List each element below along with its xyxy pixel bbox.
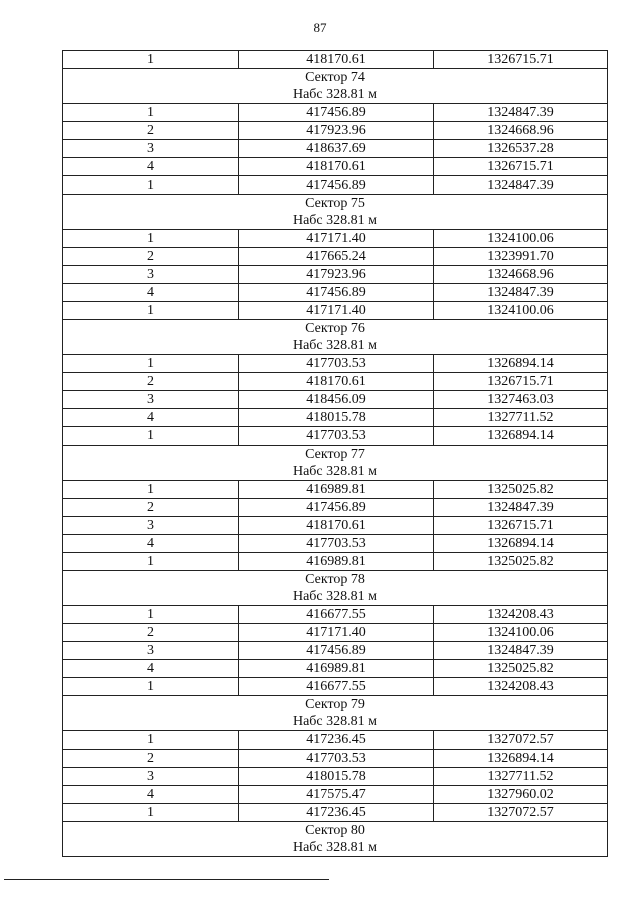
x-coordinate-cell: 416677.55 [239, 605, 434, 623]
point-number-cell: 1 [63, 427, 239, 445]
y-coordinate-cell: 1324208.43 [434, 605, 608, 623]
point-number-cell: 3 [63, 642, 239, 660]
page-number: 87 [313, 20, 327, 35]
x-coordinate-cell: 417171.40 [239, 301, 434, 319]
point-number-cell: 1 [63, 605, 239, 623]
x-coordinate-cell: 418170.61 [239, 51, 434, 69]
sector-header-row [63, 821, 608, 856]
x-coordinate-cell: 417236.45 [239, 731, 434, 749]
x-coordinate-cell: 417703.53 [239, 427, 434, 445]
point-number-cell: 1 [63, 480, 239, 498]
sector-height: Набс 328.81 м [292, 714, 378, 730]
point-number-cell: 4 [63, 409, 239, 427]
sector-height: Набс 328.81 м [292, 87, 378, 103]
y-coordinate-cell: 1323991.70 [434, 247, 608, 265]
table-row [63, 373, 608, 391]
table-row [63, 51, 608, 69]
sector-height: Набс 328.81 м [292, 588, 378, 604]
y-coordinate-cell: 1326537.28 [434, 140, 608, 158]
sector-header-row [63, 570, 608, 605]
sector-height: Набс 328.81 м [292, 338, 378, 354]
x-coordinate-cell: 416989.81 [239, 480, 434, 498]
sector-header-row [63, 194, 608, 229]
x-coordinate-cell: 417703.53 [239, 534, 434, 552]
y-coordinate-cell: 1327072.57 [434, 731, 608, 749]
y-coordinate-cell: 1324847.39 [434, 642, 608, 660]
table-row [63, 731, 608, 749]
table-row [63, 516, 608, 534]
x-coordinate-cell: 417236.45 [239, 803, 434, 821]
x-coordinate-cell: 417665.24 [239, 247, 434, 265]
table-row [63, 283, 608, 301]
x-coordinate-cell: 417923.96 [239, 265, 434, 283]
table-row [63, 301, 608, 319]
sector-header [63, 194, 608, 229]
sector-title: Сектор 79 [305, 697, 365, 713]
table-row [63, 122, 608, 140]
table-row [63, 498, 608, 516]
point-number-cell: 4 [63, 785, 239, 803]
y-coordinate-cell: 1326894.14 [434, 749, 608, 767]
x-coordinate-cell: 417703.53 [239, 749, 434, 767]
y-coordinate-cell: 1324847.39 [434, 104, 608, 122]
x-coordinate-cell: 417456.89 [239, 176, 434, 194]
footer-rule [4, 879, 329, 880]
sector-height: Набс 328.81 м [292, 839, 378, 855]
y-coordinate-cell: 1324847.39 [434, 498, 608, 516]
y-coordinate-cell: 1326715.71 [434, 158, 608, 176]
point-number-cell: 1 [63, 678, 239, 696]
y-coordinate-cell: 1326715.71 [434, 373, 608, 391]
point-number-cell: 4 [63, 283, 239, 301]
sector-header [63, 69, 608, 104]
x-coordinate-cell: 416989.81 [239, 552, 434, 570]
y-coordinate-cell: 1324668.96 [434, 265, 608, 283]
sector-header [63, 320, 608, 355]
y-coordinate-cell: 1324668.96 [434, 122, 608, 140]
table-row [63, 678, 608, 696]
sector-header [63, 696, 608, 731]
y-coordinate-cell: 1324208.43 [434, 678, 608, 696]
point-number-cell: 4 [63, 660, 239, 678]
point-number-cell: 1 [63, 176, 239, 194]
table-row [63, 552, 608, 570]
x-coordinate-cell: 417456.89 [239, 498, 434, 516]
point-number-cell: 1 [63, 552, 239, 570]
x-coordinate-cell: 418170.61 [239, 373, 434, 391]
x-coordinate-cell: 418170.61 [239, 158, 434, 176]
y-coordinate-cell: 1327711.52 [434, 409, 608, 427]
y-coordinate-cell: 1326715.71 [434, 516, 608, 534]
y-coordinate-cell: 1324100.06 [434, 229, 608, 247]
table-row [63, 749, 608, 767]
table-row [63, 355, 608, 373]
table-row [63, 409, 608, 427]
table-row [63, 229, 608, 247]
table-row [63, 605, 608, 623]
point-number-cell: 1 [63, 803, 239, 821]
x-coordinate-cell: 417456.89 [239, 283, 434, 301]
point-number-cell: 1 [63, 51, 239, 69]
sector-header-row [63, 69, 608, 104]
y-coordinate-cell: 1324847.39 [434, 283, 608, 301]
point-number-cell: 2 [63, 122, 239, 140]
point-number-cell: 2 [63, 373, 239, 391]
y-coordinate-cell: 1327711.52 [434, 767, 608, 785]
point-number-cell: 2 [63, 749, 239, 767]
point-number-cell: 2 [63, 624, 239, 642]
point-number-cell: 4 [63, 534, 239, 552]
sector-header-row [63, 445, 608, 480]
x-coordinate-cell: 417575.47 [239, 785, 434, 803]
table-row [63, 391, 608, 409]
point-number-cell: 1 [63, 355, 239, 373]
sector-header [63, 445, 608, 480]
y-coordinate-cell: 1325025.82 [434, 480, 608, 498]
point-number-cell: 2 [63, 247, 239, 265]
table-row [63, 803, 608, 821]
x-coordinate-cell: 418015.78 [239, 409, 434, 427]
point-number-cell: 3 [63, 265, 239, 283]
table-row [63, 140, 608, 158]
point-number-cell: 1 [63, 731, 239, 749]
sector-header-row [63, 696, 608, 731]
table-row [63, 158, 608, 176]
table-row [63, 104, 608, 122]
y-coordinate-cell: 1325025.82 [434, 552, 608, 570]
x-coordinate-cell: 417171.40 [239, 229, 434, 247]
x-coordinate-cell: 417456.89 [239, 104, 434, 122]
table-row [63, 660, 608, 678]
point-number-cell: 1 [63, 301, 239, 319]
sector-title: Сектор 75 [305, 195, 365, 211]
x-coordinate-cell: 418637.69 [239, 140, 434, 158]
y-coordinate-cell: 1324847.39 [434, 176, 608, 194]
table-row [63, 176, 608, 194]
x-coordinate-cell: 416677.55 [239, 678, 434, 696]
sector-height: Набс 328.81 м [292, 463, 378, 479]
x-coordinate-cell: 418170.61 [239, 516, 434, 534]
coordinates-table-body [63, 51, 608, 857]
y-coordinate-cell: 1326894.14 [434, 427, 608, 445]
x-coordinate-cell: 417923.96 [239, 122, 434, 140]
point-number-cell: 3 [63, 391, 239, 409]
y-coordinate-cell: 1324100.06 [434, 624, 608, 642]
y-coordinate-cell: 1327463.03 [434, 391, 608, 409]
table-row [63, 534, 608, 552]
sector-title: Сектор 80 [305, 822, 365, 838]
x-coordinate-cell: 418456.09 [239, 391, 434, 409]
coordinates-table [62, 50, 608, 857]
y-coordinate-cell: 1327960.02 [434, 785, 608, 803]
x-coordinate-cell: 417456.89 [239, 642, 434, 660]
sector-title: Сектор 77 [305, 446, 365, 462]
y-coordinate-cell: 1327072.57 [434, 803, 608, 821]
y-coordinate-cell: 1326894.14 [434, 534, 608, 552]
point-number-cell: 1 [63, 104, 239, 122]
table-row [63, 480, 608, 498]
table-row [63, 247, 608, 265]
sector-header-row [63, 320, 608, 355]
x-coordinate-cell: 417171.40 [239, 624, 434, 642]
y-coordinate-cell: 1326894.14 [434, 355, 608, 373]
table-row [63, 785, 608, 803]
sector-height: Набс 328.81 м [292, 212, 378, 228]
point-number-cell: 4 [63, 158, 239, 176]
table-row [63, 624, 608, 642]
point-number-cell: 1 [63, 229, 239, 247]
y-coordinate-cell: 1326715.71 [434, 51, 608, 69]
x-coordinate-cell: 418015.78 [239, 767, 434, 785]
point-number-cell: 3 [63, 516, 239, 534]
x-coordinate-cell: 416989.81 [239, 660, 434, 678]
table-row [63, 265, 608, 283]
sector-header [63, 821, 608, 856]
sector-title: Сектор 76 [305, 321, 365, 337]
table-row [63, 642, 608, 660]
y-coordinate-cell: 1325025.82 [434, 660, 608, 678]
sector-title: Сектор 78 [305, 571, 365, 587]
point-number-cell: 2 [63, 498, 239, 516]
sector-title: Сектор 74 [305, 70, 365, 86]
table-row [63, 427, 608, 445]
y-coordinate-cell: 1324100.06 [434, 301, 608, 319]
x-coordinate-cell: 417703.53 [239, 355, 434, 373]
point-number-cell: 3 [63, 767, 239, 785]
point-number-cell: 3 [63, 140, 239, 158]
sector-header [63, 570, 608, 605]
table-row [63, 767, 608, 785]
